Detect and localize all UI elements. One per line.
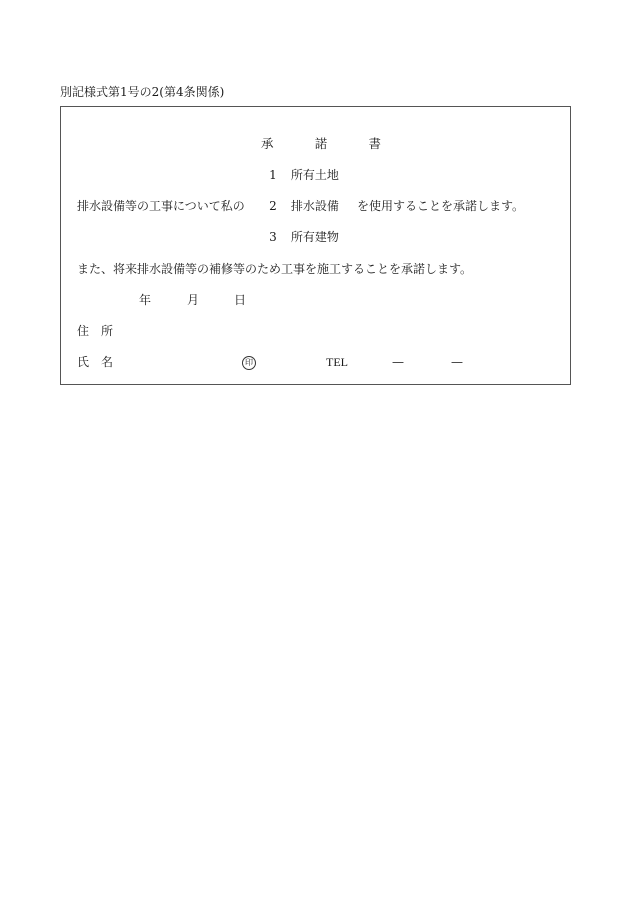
- title-char-3: 書: [368, 136, 381, 151]
- seal-icon: 印: [242, 356, 256, 370]
- option-2: [267, 199, 339, 213]
- tel-dash-1: —: [392, 355, 404, 369]
- date-month-label: 月: [187, 293, 200, 307]
- option-3-number: 3: [269, 230, 277, 244]
- tel-dash-2: —: [451, 355, 463, 369]
- seal-mark: [242, 354, 256, 370]
- name-label: 氏 名: [77, 355, 114, 369]
- option-1-label: 所有土地: [290, 168, 339, 182]
- option-2-number: 2: [269, 199, 277, 213]
- date-day-label: 日: [234, 293, 247, 307]
- title-char-2: 諾: [314, 136, 328, 151]
- title-char-1: 承: [261, 136, 274, 151]
- option-1-number: 1: [269, 168, 277, 182]
- consent-sentence-before: 排水設備等の工事について私の: [77, 199, 245, 213]
- date-year-label: 年: [139, 293, 152, 307]
- option-3: [267, 230, 339, 244]
- consent-sentence-after: を使用することを承諾します。: [357, 199, 525, 213]
- tel-label: TEL: [326, 355, 348, 369]
- option-1: [267, 168, 339, 182]
- option-3-label: 所有建物: [290, 230, 339, 244]
- address-label: 住 所: [77, 324, 114, 338]
- form-reference: 別記様式第1号の2(第4条関係): [60, 85, 225, 99]
- consent-form-box: [60, 106, 571, 385]
- maintenance-consent-sentence: また、将来排水設備等の補修等のため工事を施工することを承諾します。: [77, 262, 473, 276]
- form-title: [261, 137, 381, 151]
- option-2-label: 排水設備: [290, 199, 339, 213]
